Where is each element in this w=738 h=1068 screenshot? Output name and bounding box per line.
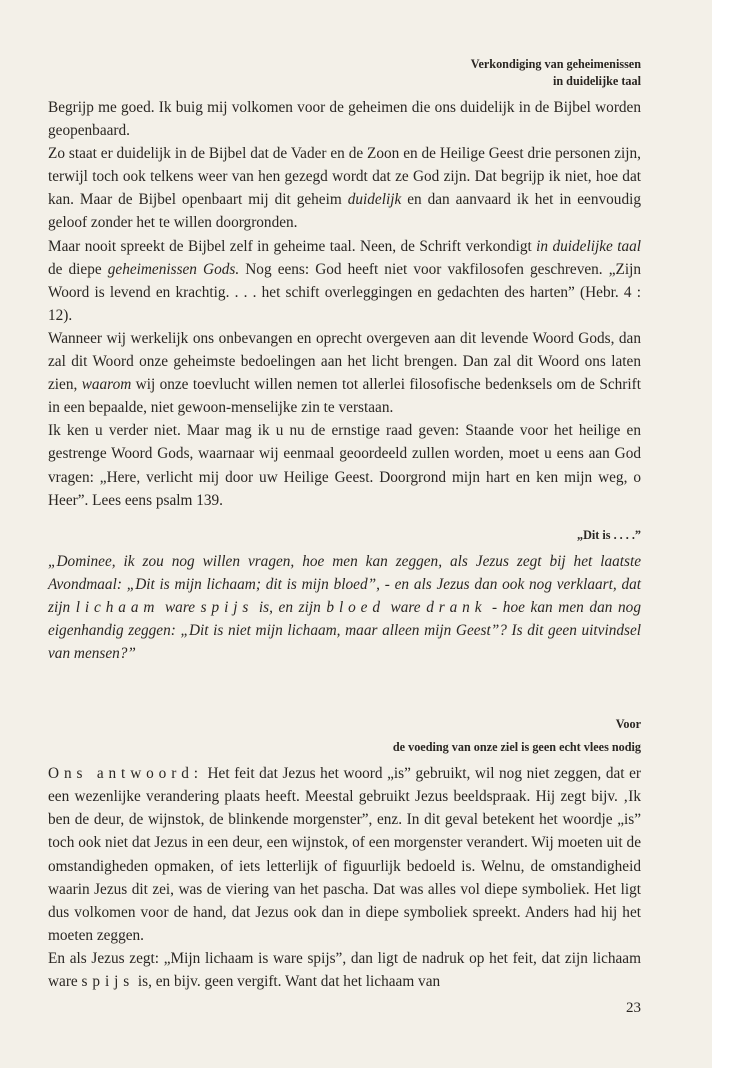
text: de diepe <box>48 260 108 278</box>
text: Nog eens: God heeft niet voor vakfilosofen geschreven. „Zijn Woord is levend en krachtig. . . . het schift overleggingen en gedachten des harten” (Hebr. 4 : 12). <box>48 260 642 324</box>
heading-line: in duidelijke taal <box>552 74 641 88</box>
paragraph <box>48 142 641 234</box>
heading-line: de voeding van onze ziel is geen echt vlees nodig <box>392 740 641 755</box>
spaced-word: drank <box>426 598 487 616</box>
spaced-word: Ons antwoord: <box>48 765 203 783</box>
text: ware <box>384 598 427 616</box>
question-paragraph <box>48 550 641 665</box>
text: Zo staat er duidelijk in de Bijbel dat de Vader en de Zoon en de Heilige Geest drie personen zijn, terwijl toch ook telkens weer van hen gezegd wordt dat ze God zijn. Dat begrijp ik niet, hoe dat kan. Maar de Bijbel openbaart mij dit geheim <box>48 145 641 209</box>
paragraph <box>48 327 641 419</box>
page-number: 23 <box>626 1000 641 1016</box>
heading-line: Voor <box>615 717 641 732</box>
text: Maar nooit spreekt de Bijbel zelf in geheime taal. Neen, de Schrift verkondigt <box>48 237 537 255</box>
spaced-word: lichaam <box>75 598 160 616</box>
spaced-word: spijs <box>200 598 254 616</box>
section-heading-verkondiging <box>48 56 641 90</box>
paragraph <box>48 947 641 993</box>
text: is, en zijn <box>253 598 327 616</box>
heading-line: Verkondiging van geheimenissen <box>470 57 641 71</box>
emphasis: waarom <box>81 376 132 394</box>
text: Begrijp me goed. Ik buig mij volkomen voor de geheimen die ons duidelijk in de Bijbel worden geopenbaard. <box>48 99 641 140</box>
text: en dan aanvaard ik het in eenvoudig geloof zonder het te willen doorgronden. <box>48 191 641 232</box>
spaced-word: spijs <box>81 973 135 990</box>
text: „Dominee, ik zou nog willen vragen, hoe men kan zeggen, als Jezus zegt bij het laatste Avondmaal: „Dit is mijn lichaam; dit is mijn bloed”, - en als Jezus dan ook nog verklaart, dat zijn <box>48 552 641 616</box>
section-heading-dit-is <box>48 527 641 544</box>
text: wij onze toevlucht willen nemen tot allerlei filosofische bedenksels om de Schrift in een bepaalde, niet gewoon-menselijke zin te verstaan. <box>48 376 641 417</box>
text: Ik ken u verder niet. Maar mag ik u nu de ernstige raad geven: Staande voor het heilige en gestrenge Woord Gods, waarnaar wij eenmaal geoordeeld zullen worden, moet u eens aan God vragen: „Here, verlicht mij door uw Heilige Geest. Doorgrond mijn hart en ken mijn weg, o Heer”. Lees eens psalm 139. <box>48 422 641 509</box>
text: En als Jezus zegt: „Mijn lichaam is ware spijs”, dan ligt de nadruk op het feit, dat zijn lichaam ware <box>48 949 641 990</box>
answer-paragraph <box>48 762 641 947</box>
page-content <box>48 56 641 993</box>
paragraph <box>48 96 641 142</box>
emphasis: duidelijk <box>347 191 402 209</box>
emphasis: in duidelijke taal <box>536 237 641 255</box>
text: is, en bijv. geen vergift. Want dat het lichaam van <box>134 973 441 990</box>
paragraph <box>48 419 641 511</box>
emphasis: geheimenissen Gods. <box>107 260 240 278</box>
heading-line: „Dit is . . . .” <box>577 527 641 542</box>
spaced-word: bloed <box>326 598 385 616</box>
paragraph <box>48 235 641 327</box>
text: Het feit dat Jezus het woord „is” gebruikt, wil nog niet zeggen, dat er een wezenlijke verandering plaats heeft. Meestal gebruikt Jezus beeldspraak. Hij zegt bijv. ‚Ik ben de deur, de wijnstok, de blinkende morgenster”, enz. In dit geval betekent het woordje „is” toch ook niet dat Jezus in een deur, een wijnstok, of een morgenster verandert. Wij moeten uit de omstandigheden opmaken, of iets letterlijk of figuurlijk bedoeld is. Welnu, de omstandigheid waarin Jezus dit zei, was de viering van het pascha. Dat was alles vol diepe symboliek. Het ligt dus volkomen voor de hand, dat Jezus ook dan in diepe symboliek spreekt. Anders had hij het moeten zeggen. <box>48 765 641 944</box>
text: - hoe kan men dan nog eigenhandig zeggen: „Dit is niet mijn lichaam, maar alleen mijn Geest”? Is dit geen uitvindsel van mensen?” <box>48 598 641 663</box>
section-heading-voeding <box>48 716 641 756</box>
text: Wanneer wij werkelijk ons onbevangen en oprecht overgeven aan dit levende Woord Gods, dan zal dit Woord onze geheimste bedoelingen aan het licht brengen. Dan zal dit Woord ons laten zien, <box>48 329 641 394</box>
text: ware <box>159 598 201 616</box>
